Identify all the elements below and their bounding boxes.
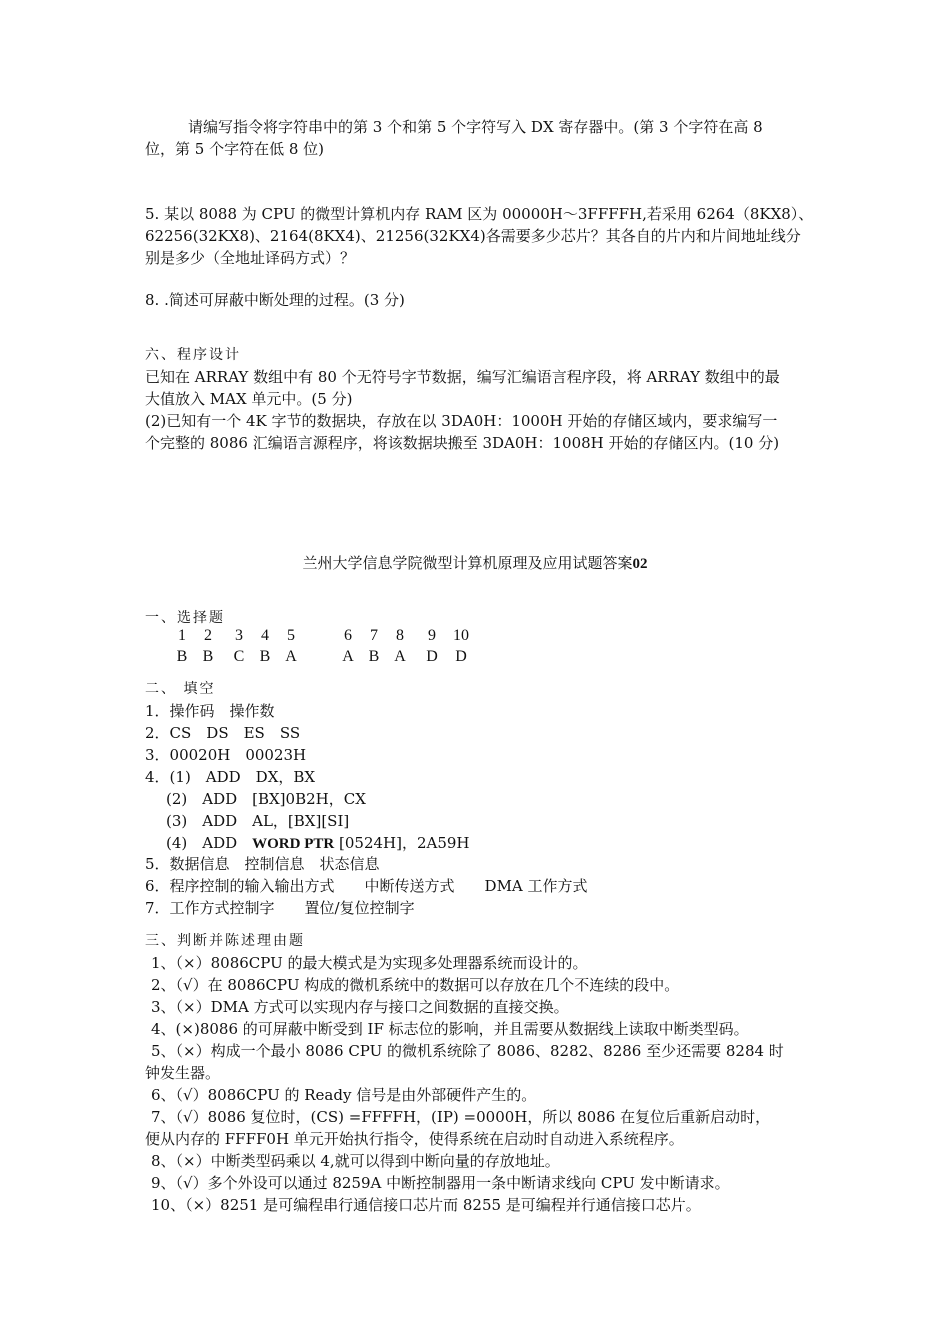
fill-answer-3: 3．00020H 00023H [145, 746, 307, 764]
fill-answer-4-1: 4．(1) ADD DX，BX [145, 768, 316, 786]
judge-answer-7-line2: 便从内存的 FFFF0H 单元开始执行指令，使得系统在启动时自动进入系统程序。 [145, 1130, 684, 1148]
section6-title: 六、程序设计 [145, 347, 241, 363]
choice-number: 2 [204, 627, 212, 644]
fill-answer-4-2: (2) ADD [BX]0B2H，CX [166, 790, 366, 808]
answer-title [0, 552, 950, 573]
choice-number: 4 [261, 627, 269, 644]
section3-title: 三、判断并陈述理由题 [145, 933, 305, 949]
choice-number: 6 [344, 627, 352, 644]
fill-answer-7: 7．工作方式控制字 置位/复位控制字 [145, 899, 415, 917]
fill-answer-4-4-prefix: (4) ADD [166, 834, 253, 852]
choice-answer: A [285, 648, 297, 665]
judge-answer-9: 9、（√）多个外设可以通过 8259A 中断控制器用一条中断请求线向 CPU 发中断请求。 [151, 1174, 730, 1192]
section6-line4: 个完整的 8086 汇编语言源程序，将该数据块搬至 3DA0H：1008H 开始的存储区内。(10 分) [145, 434, 780, 452]
choice-answer: A [394, 648, 406, 665]
q4-text-line2: 位，第 5 个字符在低 8 位) [145, 140, 325, 158]
q4-text-line1: 请编写指令将字符串中的第 3 个和第 5 个字符写入 DX 寄存器中。(第 3 个字符在高 8 [188, 118, 763, 136]
choice-number: 5 [287, 627, 295, 644]
q5-line3: 别是多少（全地址译码方式）？ [145, 249, 356, 267]
section6-line3: (2)已知有一个 4K 字节的数据块，存放在以 3DA0H：1000H 开始的存储区域内，要求编写一 [145, 412, 778, 430]
judge-answer-10: 10、（×）8251 是可编程串行通信接口芯片而 8255 是可编程并行通信接口芯片。 [151, 1196, 701, 1214]
choice-answer: B [202, 648, 214, 665]
section6-line1: 已知在 ARRAY 数组中有 80 个无符号字节数据，编写汇编语言程序段，将 ARRAY 数组中的最 [145, 368, 780, 386]
choice-number: 8 [396, 627, 404, 644]
fill-answer-4-3: (3) ADD AL，[BX][SI] [166, 812, 350, 830]
judge-answer-8: 8、（×）中断类型码乘以 4,就可以得到中断向量的存放地址。 [151, 1152, 560, 1170]
judge-answer-2: 2、（√）在 8086CPU 构成的微机系统中的数据可以存放在几个不连续的段中。 [151, 976, 680, 994]
answer-title-number: 02 [632, 556, 648, 572]
choice-answer: D [455, 648, 467, 665]
fill-answer-2: 2．CS DS ES SS [145, 724, 301, 742]
fill-answer-5: 5．数据信息 控制信息 状态信息 [145, 855, 380, 873]
fill-answer-1: 1．操作码 操作数 [145, 702, 275, 720]
fill-answer-4-4 [166, 832, 470, 855]
judge-answer-7-line1: 7、（√）8086 复位时，(CS) =FFFFH，(IP) =0000H，所以 8086 在复位后重新启动时， [151, 1108, 771, 1126]
judge-answer-4: 4、(×)8086 的可屏蔽中断受到 IF 标志位的影响，并且需要从数据线上读取中断类型码。 [151, 1020, 749, 1038]
fill-answer-6: 6．程序控制的输入输出方式 中断传送方式 DMA 工作方式 [145, 877, 588, 895]
section6-line2: 大值放入 MAX 单元中。(5 分) [145, 390, 353, 408]
choice-answer: C [233, 648, 245, 665]
answer-title-text: 兰州大学信息学院微型计算机原理及应用试题答案 [302, 554, 633, 572]
q5-line2: 62256(32KX8)、2164(8KX4)、21256(32KX4)各需要多少芯片？其各自的片内和片间地址线分 [145, 227, 801, 245]
choice-answer: B [368, 648, 380, 665]
choice-answer: B [259, 648, 271, 665]
q5-line1: 5. 某以 8088 为 CPU 的微型计算机内存 RAM 区为 00000H～3FFFFH,若采用 6264（8KX8）、 [145, 205, 814, 223]
choice-number: 7 [370, 627, 378, 644]
section2-title: 二、 填空 [145, 681, 216, 697]
judge-answer-5-line1: 5、（×）构成一个最小 8086 CPU 的微机系统除了 8086、8282、8286 至少还需要 8284 时 [151, 1042, 784, 1060]
choice-answer: A [342, 648, 354, 665]
fill-answer-4-4-suffix: [0524H]，2A59H [334, 834, 470, 852]
choice-number: 1 [178, 627, 186, 644]
choice-answer: D [426, 648, 438, 665]
judge-answer-3: 3、（×）DMA 方式可以实现内存与接口之间数据的直接交换。 [151, 998, 569, 1016]
choice-number: 9 [428, 627, 436, 644]
judge-answer-5-line2: 钟发生器。 [145, 1064, 221, 1082]
choice-answer: B [176, 648, 188, 665]
section1-title: 一、选择题 [145, 610, 225, 626]
judge-answer-1: 1、（×）8086CPU 的最大模式是为实现多处理器系统而设计的。 [151, 954, 588, 972]
choice-number: 10 [453, 627, 469, 644]
judge-answer-6: 6、（√）8086CPU 的 Ready 信号是由外部硬件产生的。 [151, 1086, 537, 1104]
fill-answer-4-4-bold: WORD PTR [252, 836, 335, 852]
choice-number: 3 [235, 627, 243, 644]
q8-text: 8. .简述可屏蔽中断处理的过程。(3 分) [145, 291, 405, 309]
